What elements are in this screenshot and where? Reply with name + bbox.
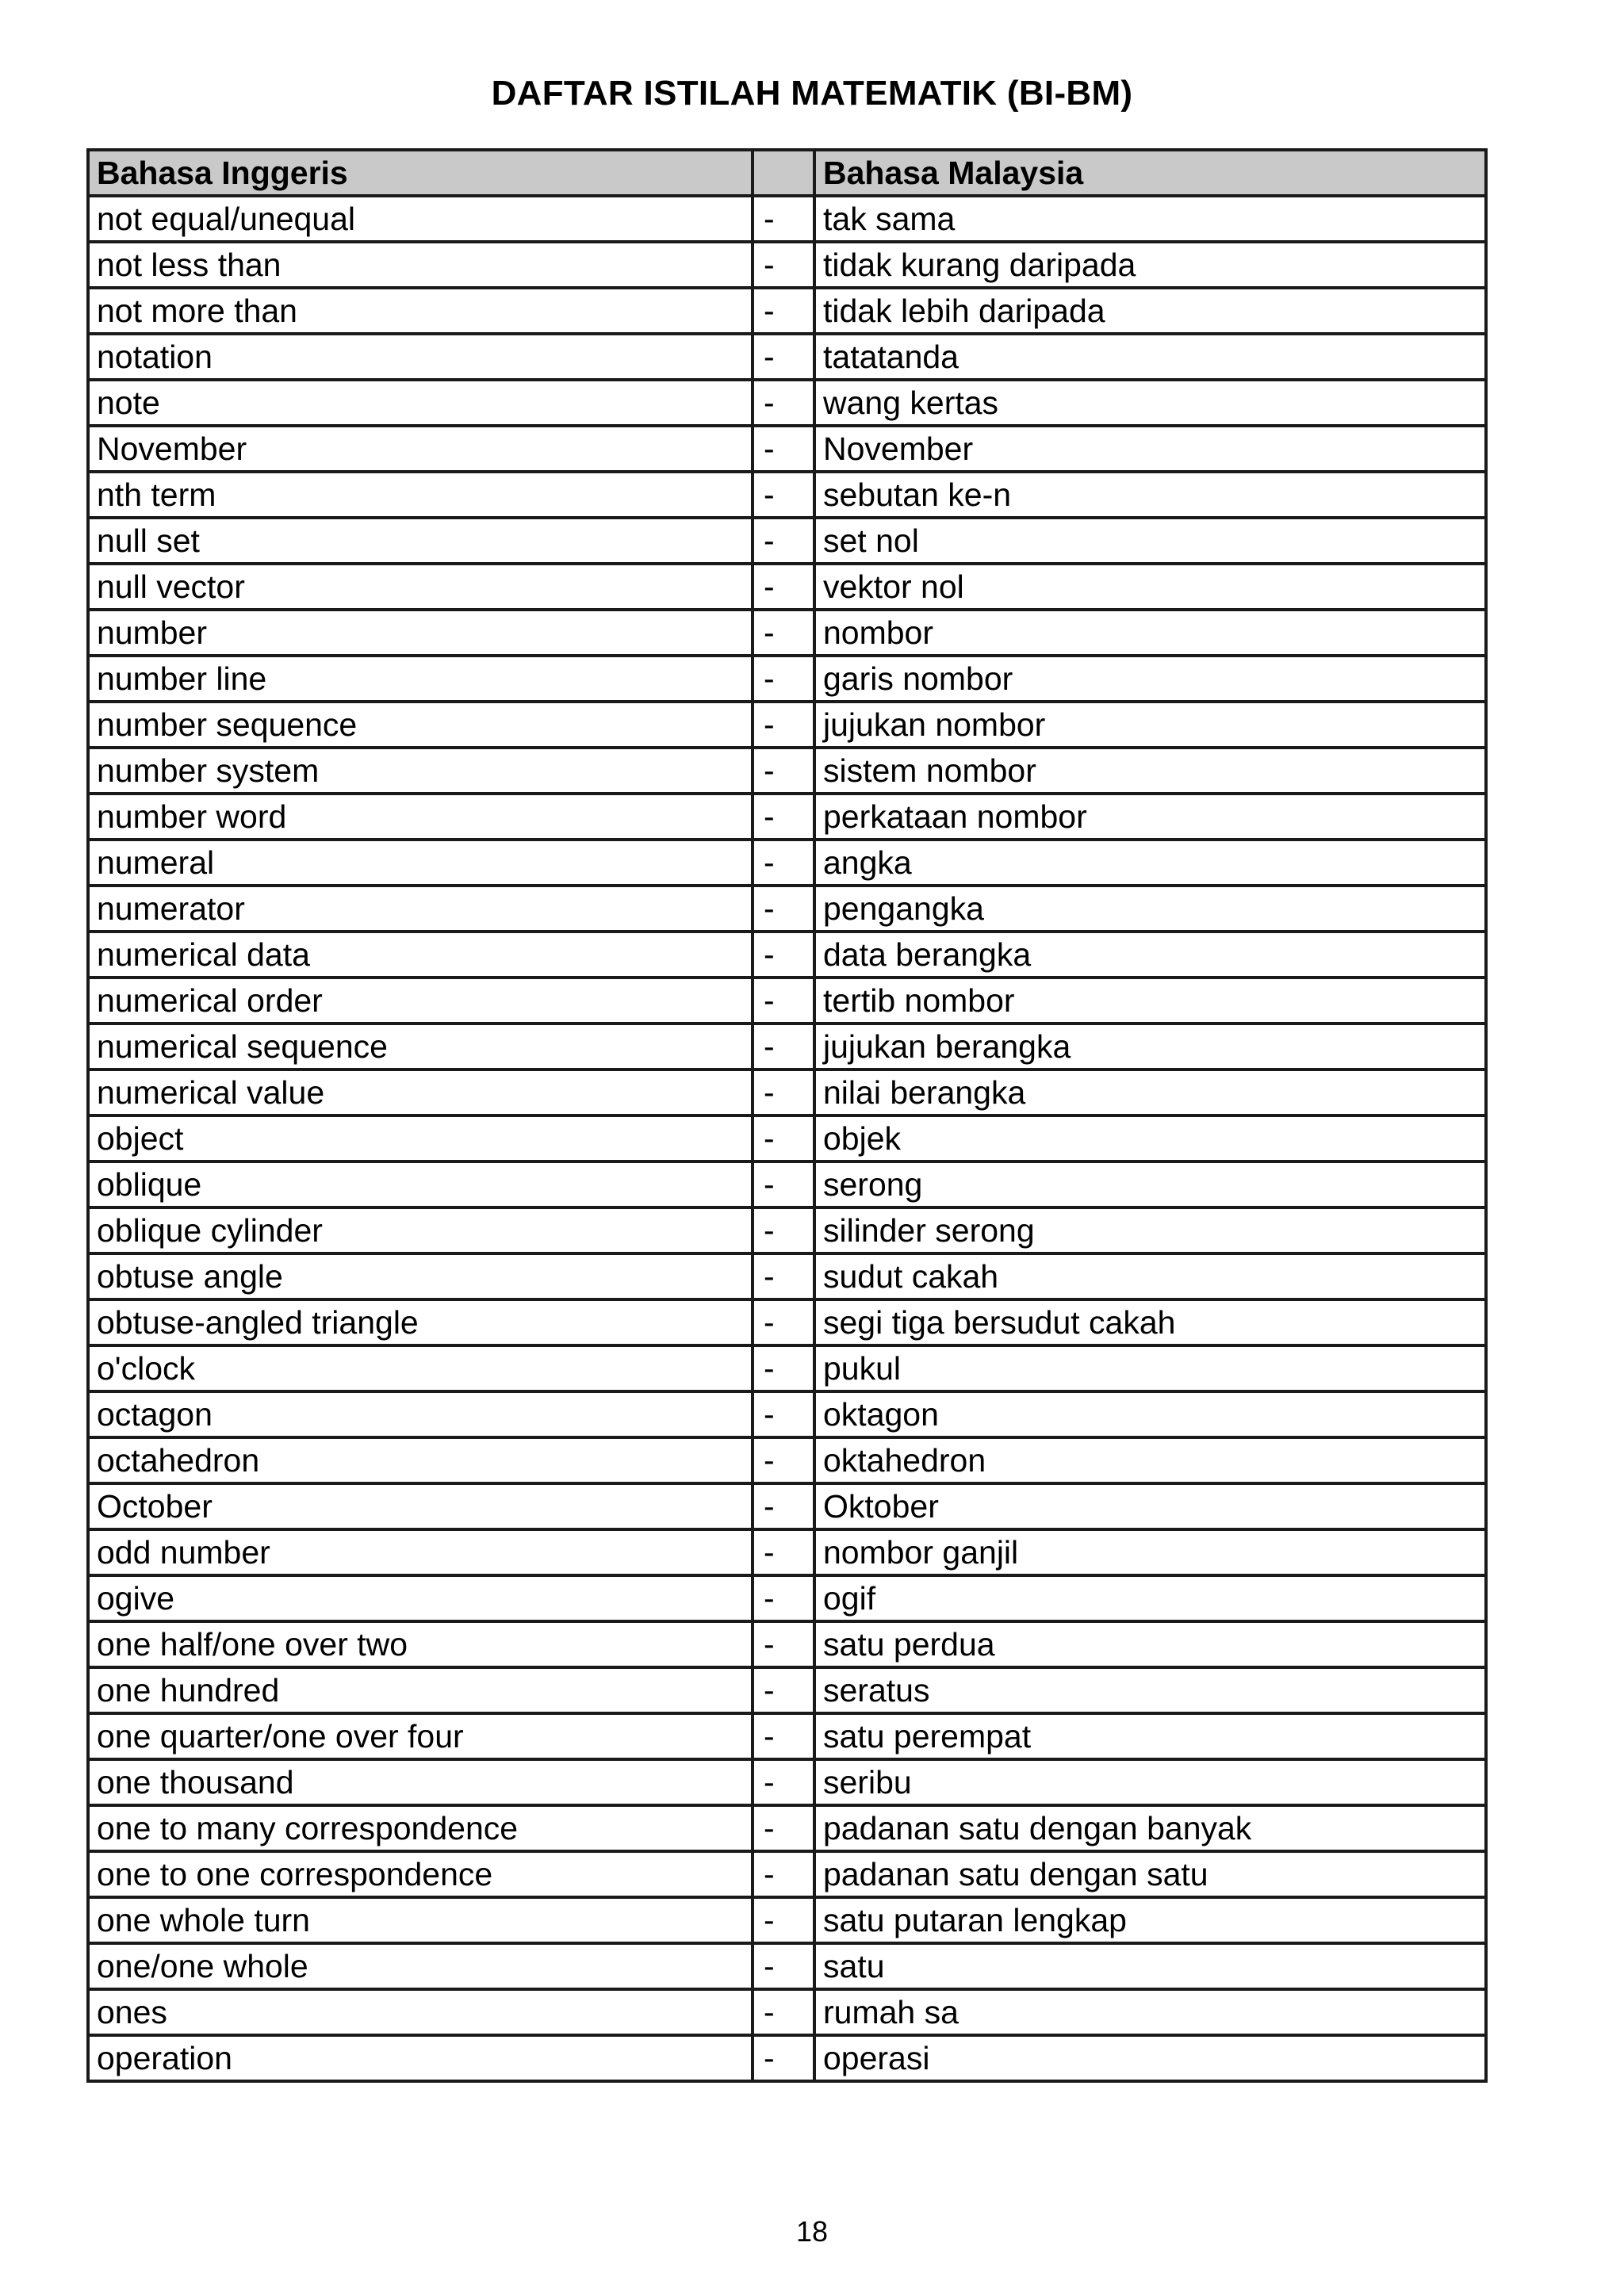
term-separator: - bbox=[753, 840, 814, 886]
term-separator: - bbox=[753, 1759, 814, 1805]
term-english: numerical data bbox=[88, 932, 753, 978]
term-separator: - bbox=[753, 196, 814, 242]
term-english: obtuse-angled triangle bbox=[88, 1299, 753, 1345]
term-separator: - bbox=[753, 1621, 814, 1667]
term-english: numerator bbox=[88, 886, 753, 932]
term-english: one to many correspondence bbox=[88, 1805, 753, 1851]
term-separator: - bbox=[753, 1805, 814, 1851]
term-separator: - bbox=[753, 1345, 814, 1391]
term-malay: jujukan berangka bbox=[814, 1024, 1486, 1070]
page-number: 18 bbox=[795, 2215, 829, 2248]
term-english: null vector bbox=[88, 564, 753, 610]
term-english: ones bbox=[88, 1989, 753, 2035]
table-row bbox=[88, 1713, 1486, 1759]
term-separator: - bbox=[753, 380, 814, 426]
term-english: numerical order bbox=[88, 978, 753, 1024]
term-separator: - bbox=[753, 886, 814, 932]
term-separator: - bbox=[753, 288, 814, 334]
term-separator: - bbox=[753, 1115, 814, 1161]
term-english: numeral bbox=[88, 840, 753, 886]
table-row bbox=[88, 932, 1486, 978]
table-row bbox=[88, 1345, 1486, 1391]
term-separator: - bbox=[753, 1391, 814, 1437]
term-english: not more than bbox=[88, 288, 753, 334]
term-malay: November bbox=[814, 426, 1486, 472]
term-english: one thousand bbox=[88, 1759, 753, 1805]
term-separator: - bbox=[753, 1437, 814, 1483]
term-separator: - bbox=[753, 1024, 814, 1070]
term-malay: operasi bbox=[814, 2035, 1486, 2081]
term-separator: - bbox=[753, 1667, 814, 1713]
term-english: not equal/unequal bbox=[88, 196, 753, 242]
term-malay: sistem nombor bbox=[814, 748, 1486, 794]
term-english: number line bbox=[88, 656, 753, 702]
term-separator: - bbox=[753, 1161, 814, 1207]
table-row bbox=[88, 1070, 1486, 1115]
term-english: operation bbox=[88, 2035, 753, 2081]
term-english: number system bbox=[88, 748, 753, 794]
page-title: DAFTAR ISTILAH MATEMATIK (BI-BM) bbox=[491, 74, 1133, 113]
term-separator: - bbox=[753, 564, 814, 610]
table-row bbox=[88, 1575, 1486, 1621]
glossary-body bbox=[88, 196, 1486, 2081]
term-malay: tertib nombor bbox=[814, 978, 1486, 1024]
term-separator: - bbox=[753, 656, 814, 702]
table-row bbox=[88, 794, 1486, 840]
table-row bbox=[88, 288, 1486, 334]
term-english: numerical value bbox=[88, 1070, 753, 1115]
term-malay: angka bbox=[814, 840, 1486, 886]
term-separator: - bbox=[753, 472, 814, 518]
table-row bbox=[88, 656, 1486, 702]
term-malay: tidak kurang daripada bbox=[814, 242, 1486, 288]
table-row bbox=[88, 1989, 1486, 2035]
term-separator: - bbox=[753, 932, 814, 978]
table-row bbox=[88, 1805, 1486, 1851]
term-separator: - bbox=[753, 978, 814, 1024]
table-row bbox=[88, 1437, 1486, 1483]
table-row bbox=[88, 564, 1486, 610]
term-malay: jujukan nombor bbox=[814, 702, 1486, 748]
term-separator: - bbox=[753, 2035, 814, 2081]
term-separator: - bbox=[753, 426, 814, 472]
term-separator: - bbox=[753, 1299, 814, 1345]
table-row bbox=[88, 196, 1486, 242]
term-malay: padanan satu dengan satu bbox=[814, 1851, 1486, 1897]
term-english: nth term bbox=[88, 472, 753, 518]
table-row bbox=[88, 1897, 1486, 1943]
term-english: oblique cylinder bbox=[88, 1207, 753, 1253]
term-english: one/one whole bbox=[88, 1943, 753, 1989]
term-english: null set bbox=[88, 518, 753, 564]
table-row bbox=[88, 1207, 1486, 1253]
header-separator bbox=[753, 150, 814, 196]
term-separator: - bbox=[753, 748, 814, 794]
term-separator: - bbox=[753, 1483, 814, 1529]
term-separator: - bbox=[753, 794, 814, 840]
term-english: note bbox=[88, 380, 753, 426]
term-english: not less than bbox=[88, 242, 753, 288]
term-malay: garis nombor bbox=[814, 656, 1486, 702]
term-separator: - bbox=[753, 1529, 814, 1575]
table-row bbox=[88, 1391, 1486, 1437]
term-malay: rumah sa bbox=[814, 1989, 1486, 2035]
term-malay: serong bbox=[814, 1161, 1486, 1207]
term-separator: - bbox=[753, 702, 814, 748]
term-separator: - bbox=[753, 610, 814, 656]
term-malay: padanan satu dengan banyak bbox=[814, 1805, 1486, 1851]
term-separator: - bbox=[753, 1989, 814, 2035]
table-header-row bbox=[88, 150, 1486, 196]
term-malay: sebutan ke-n bbox=[814, 472, 1486, 518]
term-malay: tatatanda bbox=[814, 334, 1486, 380]
table-row bbox=[88, 518, 1486, 564]
term-separator: - bbox=[753, 1943, 814, 1989]
term-english: one half/one over two bbox=[88, 1621, 753, 1667]
term-malay: satu bbox=[814, 1943, 1486, 1989]
term-english: ogive bbox=[88, 1575, 753, 1621]
term-separator: - bbox=[753, 334, 814, 380]
term-english: one whole turn bbox=[88, 1897, 753, 1943]
term-english: odd number bbox=[88, 1529, 753, 1575]
table-row bbox=[88, 1851, 1486, 1897]
table-row bbox=[88, 840, 1486, 886]
term-english: one hundred bbox=[88, 1667, 753, 1713]
term-english: number sequence bbox=[88, 702, 753, 748]
term-english: number word bbox=[88, 794, 753, 840]
term-english: numerical sequence bbox=[88, 1024, 753, 1070]
term-english: one quarter/one over four bbox=[88, 1713, 753, 1759]
term-malay: nombor bbox=[814, 610, 1486, 656]
term-malay: tak sama bbox=[814, 196, 1486, 242]
term-separator: - bbox=[753, 1070, 814, 1115]
term-malay: perkataan nombor bbox=[814, 794, 1486, 840]
term-malay: oktagon bbox=[814, 1391, 1486, 1437]
table-row bbox=[88, 334, 1486, 380]
table-row bbox=[88, 1943, 1486, 1989]
table-row bbox=[88, 610, 1486, 656]
table-row bbox=[88, 1759, 1486, 1805]
term-malay: satu perempat bbox=[814, 1713, 1486, 1759]
term-malay: nilai berangka bbox=[814, 1070, 1486, 1115]
term-malay: satu putaran lengkap bbox=[814, 1897, 1486, 1943]
term-malay: vektor nol bbox=[814, 564, 1486, 610]
term-english: object bbox=[88, 1115, 753, 1161]
term-malay: silinder serong bbox=[814, 1207, 1486, 1253]
term-malay: sudut cakah bbox=[814, 1253, 1486, 1299]
term-english: number bbox=[88, 610, 753, 656]
term-separator: - bbox=[753, 1713, 814, 1759]
header-english: Bahasa Inggeris bbox=[88, 150, 753, 196]
table-row bbox=[88, 886, 1486, 932]
table-row bbox=[88, 426, 1486, 472]
term-english: octagon bbox=[88, 1391, 753, 1437]
table-row bbox=[88, 2035, 1486, 2081]
term-separator: - bbox=[753, 1575, 814, 1621]
table-row bbox=[88, 1299, 1486, 1345]
table-row bbox=[88, 978, 1486, 1024]
term-separator: - bbox=[753, 242, 814, 288]
table-row bbox=[88, 1253, 1486, 1299]
term-separator: - bbox=[753, 1897, 814, 1943]
term-malay: oktahedron bbox=[814, 1437, 1486, 1483]
header-malay: Bahasa Malaysia bbox=[814, 150, 1486, 196]
term-malay: ogif bbox=[814, 1575, 1486, 1621]
table-row bbox=[88, 702, 1486, 748]
term-separator: - bbox=[753, 1207, 814, 1253]
term-malay: pukul bbox=[814, 1345, 1486, 1391]
term-english: October bbox=[88, 1483, 753, 1529]
term-malay: data berangka bbox=[814, 932, 1486, 978]
table-row bbox=[88, 472, 1486, 518]
term-separator: - bbox=[753, 1253, 814, 1299]
table-row bbox=[88, 748, 1486, 794]
table-row bbox=[88, 1024, 1486, 1070]
table-row bbox=[88, 1483, 1486, 1529]
term-malay: seribu bbox=[814, 1759, 1486, 1805]
table-row bbox=[88, 380, 1486, 426]
term-malay: tidak lebih daripada bbox=[814, 288, 1486, 334]
term-english: one to one correspondence bbox=[88, 1851, 753, 1897]
term-malay: wang kertas bbox=[814, 380, 1486, 426]
term-english: obtuse angle bbox=[88, 1253, 753, 1299]
term-malay: pengangka bbox=[814, 886, 1486, 932]
term-english: octahedron bbox=[88, 1437, 753, 1483]
term-separator: - bbox=[753, 518, 814, 564]
table-row bbox=[88, 242, 1486, 288]
term-malay: satu perdua bbox=[814, 1621, 1486, 1667]
term-malay: segi tiga bersudut cakah bbox=[814, 1299, 1486, 1345]
glossary-table bbox=[86, 148, 1488, 2083]
term-malay: Oktober bbox=[814, 1483, 1486, 1529]
term-english: oblique bbox=[88, 1161, 753, 1207]
term-malay: seratus bbox=[814, 1667, 1486, 1713]
term-separator: - bbox=[753, 1851, 814, 1897]
term-malay: set nol bbox=[814, 518, 1486, 564]
table-row bbox=[88, 1529, 1486, 1575]
term-english: November bbox=[88, 426, 753, 472]
term-english: o'clock bbox=[88, 1345, 753, 1391]
term-malay: objek bbox=[814, 1115, 1486, 1161]
table-row bbox=[88, 1161, 1486, 1207]
table-row bbox=[88, 1115, 1486, 1161]
term-english: notation bbox=[88, 334, 753, 380]
term-malay: nombor ganjil bbox=[814, 1529, 1486, 1575]
table-row bbox=[88, 1667, 1486, 1713]
table-row bbox=[88, 1621, 1486, 1667]
